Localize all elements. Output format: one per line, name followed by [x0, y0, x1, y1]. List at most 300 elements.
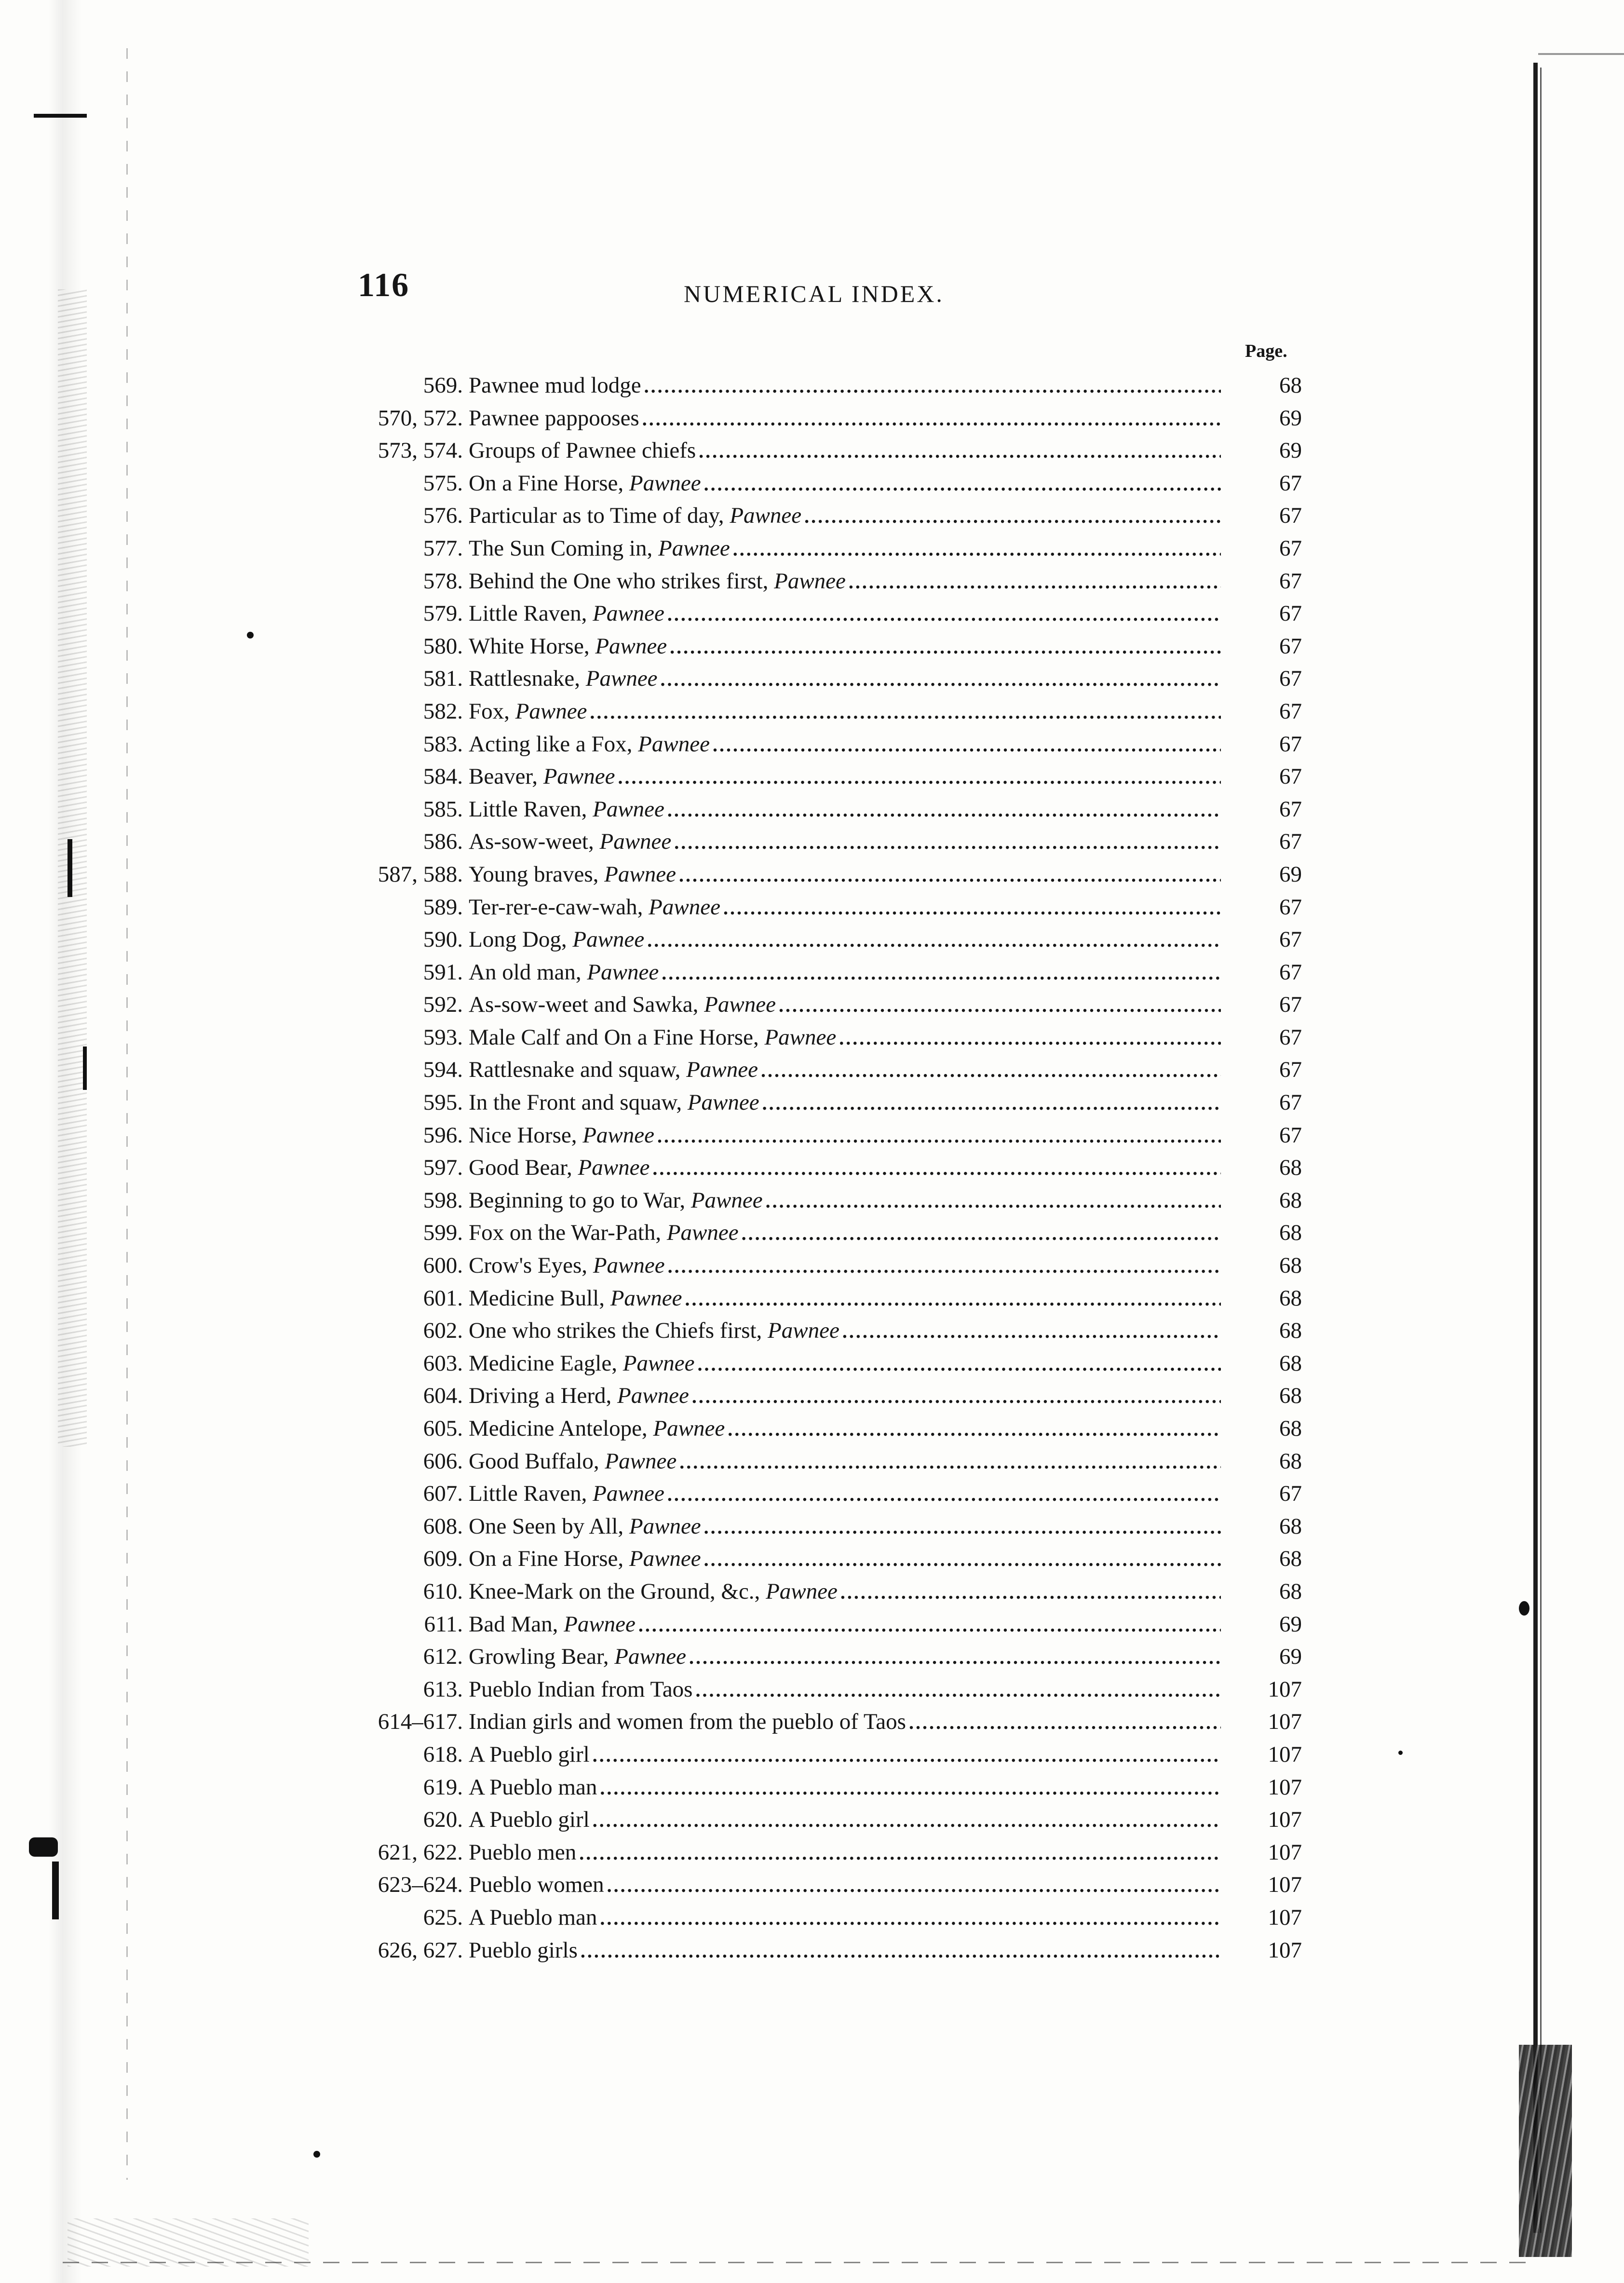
entry-page-number: 68	[1279, 1416, 1302, 1441]
entry-page-number: 107	[1268, 1839, 1302, 1865]
entry-tribe: Pawnee	[623, 1350, 695, 1376]
entry-tribe: Pawnee	[582, 1122, 654, 1148]
entry-title	[469, 569, 846, 594]
entry-page-number: 69	[1279, 438, 1302, 463]
index-entry	[0, 663, 1624, 695]
entry-title	[469, 699, 587, 724]
index-entry	[0, 1021, 1624, 1054]
numerical-index-list	[0, 369, 1624, 1967]
index-entry	[0, 1119, 1624, 1152]
entry-title	[469, 732, 710, 757]
index-entry	[0, 1641, 1624, 1673]
entry-title-text: A Pueblo girl	[469, 1807, 590, 1833]
entry-title-with-leader	[469, 1706, 1221, 1739]
entry-title	[469, 1318, 839, 1343]
entry-title-text: An old man,	[469, 959, 587, 985]
entry-number: 608.	[423, 1513, 463, 1539]
entry-title-with-leader	[469, 793, 1221, 827]
entry-page-number: 107	[1268, 1709, 1302, 1735]
entry-title	[469, 1057, 758, 1082]
index-entry	[0, 1804, 1624, 1836]
entry-title-with-leader	[469, 1673, 1221, 1707]
entry-title-with-leader	[469, 630, 1221, 664]
entry-page-number: 67	[1279, 1122, 1302, 1148]
entry-number: 600.	[423, 1253, 463, 1278]
entry-tribe: Pawnee	[629, 1546, 701, 1572]
entry-page-number: 67	[1279, 633, 1302, 659]
entry-page-number: 67	[1279, 731, 1302, 757]
entry-page-number: 67	[1279, 666, 1302, 692]
entry-number: 623–624.	[378, 1872, 463, 1898]
entry-title	[469, 1351, 695, 1376]
index-entry	[0, 1380, 1624, 1413]
entry-title-text: Good Bear,	[469, 1155, 578, 1181]
entry-title-text: Rattlesnake and squaw,	[469, 1057, 687, 1083]
scan-ink-dot	[313, 2151, 320, 2158]
entry-page-number: 67	[1279, 470, 1302, 496]
entry-title-text: Pawnee mud lodge	[469, 373, 641, 398]
entry-number: 578.	[423, 568, 463, 594]
entry-title	[469, 666, 658, 691]
entry-title-text: Rattlesnake,	[469, 666, 586, 692]
entry-title	[469, 927, 644, 952]
entry-page-number: 67	[1279, 894, 1302, 920]
entry-title	[469, 373, 641, 398]
entry-number: 573, 574.	[378, 438, 463, 463]
index-entry	[0, 532, 1624, 565]
entry-title-text: Beaver,	[469, 764, 543, 789]
entry-number: 602.	[423, 1318, 463, 1344]
index-entry	[0, 1152, 1624, 1184]
entry-title-text: Male Calf and On a Fine Horse,	[469, 1024, 765, 1050]
index-entry	[0, 1510, 1624, 1543]
entry-page-number: 69	[1279, 861, 1302, 887]
entry-title-with-leader	[469, 1576, 1221, 1609]
entry-title-with-leader	[469, 1250, 1221, 1283]
entry-title-with-leader	[469, 1347, 1221, 1381]
entry-title-with-leader	[469, 1380, 1221, 1413]
index-entry	[0, 500, 1624, 532]
index-entry	[0, 924, 1624, 956]
entry-tribe: Pawnee	[515, 698, 587, 724]
entry-number: 614–617.	[378, 1709, 463, 1735]
entry-title-with-leader	[469, 1510, 1221, 1544]
entry-number: 585.	[423, 796, 463, 822]
entry-title	[469, 406, 639, 431]
entry-page-number: 67	[1279, 1057, 1302, 1083]
entry-tribe: Pawnee	[614, 1644, 687, 1670]
entry-title-text: Medicine Antelope,	[469, 1416, 653, 1441]
page-number: 116	[358, 267, 410, 304]
entry-number: 583.	[423, 731, 463, 757]
entry-title-with-leader	[469, 858, 1221, 892]
entry-page-number: 67	[1279, 764, 1302, 789]
entry-number: 605.	[423, 1416, 463, 1441]
index-entry	[0, 891, 1624, 924]
entry-tribe: Pawnee	[653, 1416, 725, 1441]
entry-title-text: Young braves,	[469, 861, 605, 887]
entry-number: 603.	[423, 1350, 463, 1376]
entry-page-number: 69	[1279, 1611, 1302, 1637]
entry-tribe: Pawnee	[764, 1024, 837, 1050]
entry-tribe: Pawnee	[599, 829, 672, 855]
entry-number: 610.	[423, 1578, 463, 1604]
entry-number: 598.	[423, 1187, 463, 1213]
index-entry	[0, 1087, 1624, 1119]
entry-number: 584.	[423, 764, 463, 789]
entry-number: 593.	[423, 1024, 463, 1050]
index-entry	[0, 695, 1624, 728]
entry-tribe: Pawnee	[587, 959, 659, 985]
index-entry	[0, 826, 1624, 858]
entry-number: 599.	[423, 1220, 463, 1246]
entry-title	[469, 1938, 578, 1963]
entry-title-text: Beginning to go to War,	[469, 1187, 691, 1213]
entry-title-text: A Pueblo man	[469, 1904, 597, 1930]
entry-title-text: A Pueblo girl	[469, 1741, 590, 1767]
entry-title	[469, 1449, 677, 1474]
entry-title-with-leader	[469, 728, 1221, 761]
entry-title-text: In the Front and squaw,	[469, 1090, 688, 1115]
entry-number: 620.	[423, 1807, 463, 1833]
entry-tribe: Pawnee	[766, 1578, 838, 1604]
entry-title	[469, 1155, 650, 1180]
index-entry	[0, 1478, 1624, 1510]
entry-page-number: 68	[1279, 1578, 1302, 1604]
entry-page-number: 67	[1279, 959, 1302, 985]
entry-tribe: Pawnee	[638, 731, 710, 757]
index-entry	[0, 1184, 1624, 1217]
entry-tribe: Pawnee	[658, 535, 730, 561]
entry-title	[469, 1612, 636, 1637]
entry-title-with-leader	[469, 1869, 1221, 1902]
entry-tribe: Pawnee	[768, 1318, 839, 1344]
scan-left-mark	[34, 114, 87, 118]
entry-title-text: Good Buffalo,	[469, 1448, 605, 1474]
entry-title-text: Long Dog,	[469, 927, 573, 952]
entry-title	[469, 1286, 682, 1311]
entry-title-text: Driving a Herd,	[469, 1383, 618, 1409]
entry-title-with-leader	[469, 891, 1221, 924]
entry-number: 621, 622.	[378, 1839, 463, 1865]
index-entry	[0, 1706, 1624, 1739]
entry-tribe: Pawnee	[604, 861, 676, 887]
entry-title	[469, 797, 664, 822]
entry-title-text: Acting like a Fox,	[469, 731, 638, 757]
entry-title	[469, 1514, 701, 1539]
entry-title-text: White Horse,	[469, 633, 595, 659]
entry-number: 580.	[423, 633, 463, 659]
entry-page-number: 107	[1268, 1904, 1302, 1930]
entry-title	[469, 1025, 836, 1050]
page-column-label: Page.	[1245, 341, 1287, 361]
entry-title-with-leader	[469, 989, 1221, 1022]
entry-page-number: 67	[1279, 601, 1302, 626]
entry-page-number: 67	[1279, 796, 1302, 822]
entry-title-with-leader	[469, 1902, 1221, 1935]
entry-page-number: 67	[1279, 568, 1302, 594]
index-entry	[0, 1934, 1624, 1967]
entry-title-with-leader	[469, 956, 1221, 990]
entry-page-number: 69	[1279, 405, 1302, 431]
running-title: NUMERICAL INDEX.	[684, 280, 944, 307]
entry-page-number: 67	[1279, 1481, 1302, 1507]
entry-title	[469, 895, 720, 920]
entry-title-with-leader	[469, 1217, 1221, 1250]
entry-tribe: Pawnee	[774, 568, 846, 594]
entry-page-number: 68	[1279, 1350, 1302, 1376]
entry-page-number: 68	[1279, 1285, 1302, 1311]
entry-tribe: Pawnee	[690, 1187, 763, 1213]
entry-number: 607.	[423, 1481, 463, 1507]
entry-title	[469, 1383, 689, 1408]
entry-title-text: Ter-rer-e-caw-wah,	[469, 894, 649, 920]
entry-tribe: Pawnee	[593, 601, 664, 626]
entry-title-with-leader	[469, 1152, 1221, 1185]
entry-number: 601.	[423, 1285, 463, 1311]
entry-tribe: Pawnee	[595, 633, 667, 659]
entry-number: 589.	[423, 894, 463, 920]
entry-title-with-leader	[469, 402, 1221, 435]
entry-tribe: Pawnee	[704, 992, 776, 1018]
index-entry	[0, 793, 1624, 826]
entry-title	[469, 1677, 692, 1702]
entry-title-text: Nice Horse,	[469, 1122, 583, 1148]
entry-number: 596.	[423, 1122, 463, 1148]
index-entry	[0, 402, 1624, 435]
index-entry	[0, 1673, 1624, 1706]
scan-top-edge	[1538, 53, 1624, 55]
entry-title-with-leader	[469, 1804, 1221, 1837]
entry-title	[469, 1644, 686, 1669]
entry-title	[469, 1840, 576, 1865]
entry-title-text: Medicine Bull,	[469, 1285, 610, 1311]
scan-bottom-speckle	[68, 2218, 309, 2267]
entry-title	[469, 764, 615, 789]
entry-number: 612.	[423, 1644, 463, 1670]
entry-title-with-leader	[469, 598, 1221, 631]
index-entry	[0, 728, 1624, 761]
entry-tribe: Pawnee	[686, 1057, 758, 1083]
entry-title-text: Pawnee pappooses	[469, 405, 639, 431]
entry-tribe: Pawnee	[605, 1448, 677, 1474]
entry-page-number: 68	[1279, 1448, 1302, 1474]
entry-page-number: 68	[1279, 1383, 1302, 1409]
entry-page-number: 107	[1268, 1937, 1302, 1963]
entry-number: 575.	[423, 470, 463, 496]
index-entry	[0, 1902, 1624, 1934]
entry-title-with-leader	[469, 695, 1221, 729]
entry-title-text: The Sun Coming in,	[469, 535, 658, 561]
entry-page-number: 107	[1268, 1741, 1302, 1767]
entry-tribe: Pawnee	[593, 1481, 664, 1507]
entry-title	[469, 1579, 838, 1604]
entry-title-with-leader	[469, 1543, 1221, 1576]
index-entry	[0, 1054, 1624, 1087]
entry-page-number: 67	[1279, 698, 1302, 724]
entry-title-text: Indian girls and women from the pueblo of Taos	[469, 1709, 906, 1735]
index-entry	[0, 1869, 1624, 1902]
entry-page-number: 68	[1279, 1253, 1302, 1278]
entry-tribe: Pawnee	[629, 470, 701, 496]
entry-tribe: Pawnee	[666, 1220, 739, 1246]
entry-title-text: A Pueblo man	[469, 1774, 597, 1800]
entry-title-with-leader	[469, 1608, 1221, 1642]
entry-title-with-leader	[469, 1934, 1221, 1968]
entry-title	[469, 960, 659, 985]
entry-title	[469, 503, 801, 528]
entry-number: 587, 588.	[378, 861, 463, 887]
entry-title-with-leader	[469, 663, 1221, 696]
entry-tribe: Pawnee	[593, 1253, 665, 1278]
entry-tribe: Pawnee	[610, 1285, 682, 1311]
entry-title-text: Pueblo girls	[469, 1937, 578, 1963]
index-entry	[0, 1576, 1624, 1608]
entry-page-number: 68	[1279, 373, 1302, 398]
entry-page-number: 68	[1279, 1187, 1302, 1213]
entry-title-text: Little Raven,	[469, 796, 593, 822]
entry-page-number: 68	[1279, 1318, 1302, 1344]
entry-title-text: As-sow-weet and Sawka,	[469, 992, 704, 1018]
entry-number: 586.	[423, 829, 463, 855]
entry-tribe: Pawnee	[564, 1611, 636, 1637]
entry-number: 590.	[423, 927, 463, 952]
entry-title-with-leader	[469, 761, 1221, 794]
index-entry	[0, 1217, 1624, 1250]
entry-number: 579.	[423, 601, 463, 626]
index-entry	[0, 435, 1624, 467]
index-entry	[0, 1413, 1624, 1445]
entry-title-text: Fox on the War-Path,	[469, 1220, 667, 1246]
entry-number: 606.	[423, 1448, 463, 1474]
entry-title-with-leader	[469, 1184, 1221, 1218]
entry-tribe: Pawnee	[730, 503, 802, 529]
index-entry	[0, 1608, 1624, 1641]
entry-title-text: On a Fine Horse,	[469, 470, 629, 496]
entry-page-number: 67	[1279, 927, 1302, 952]
entry-title-text: One who strikes the Chiefs first,	[469, 1318, 768, 1344]
entry-title	[469, 1775, 597, 1800]
entry-number: 597.	[423, 1155, 463, 1181]
entry-tribe: Pawnee	[687, 1090, 759, 1115]
entry-page-number: 107	[1268, 1676, 1302, 1702]
entry-title-with-leader	[469, 1021, 1221, 1055]
entry-title	[469, 1188, 763, 1213]
entry-title-text: One Seen by All,	[469, 1513, 629, 1539]
entry-title	[469, 1416, 725, 1441]
entry-title	[469, 1481, 664, 1506]
entry-title-text: Behind the One who strikes first,	[469, 568, 774, 594]
index-entry	[0, 858, 1624, 891]
index-entry	[0, 369, 1624, 402]
entry-page-number: 67	[1279, 1024, 1302, 1050]
entry-title-text: Particular as to Time of day,	[469, 503, 730, 529]
entry-tribe: Pawnee	[585, 666, 658, 692]
entry-title-text: As-sow-weet,	[469, 829, 600, 855]
entry-title-with-leader	[469, 1739, 1221, 1772]
entry-title-with-leader	[469, 1087, 1221, 1120]
entry-title	[469, 438, 696, 463]
entry-title-with-leader	[469, 1315, 1221, 1348]
index-entry	[0, 565, 1624, 598]
entry-title-text: Fox,	[469, 698, 515, 724]
entry-title-with-leader	[469, 1282, 1221, 1316]
entry-number: 591.	[423, 959, 463, 985]
entry-title	[469, 634, 667, 659]
entry-page-number: 67	[1279, 1090, 1302, 1115]
entry-page-number: 67	[1279, 829, 1302, 855]
entry-title-text: Pueblo men	[469, 1839, 577, 1865]
entry-title-with-leader	[469, 1054, 1221, 1087]
index-entry	[0, 1250, 1624, 1282]
entry-title-text: Pueblo women	[469, 1872, 604, 1898]
entry-title-with-leader	[469, 1445, 1221, 1479]
entry-title	[469, 1807, 590, 1832]
entry-title	[469, 862, 676, 887]
entry-number: 619.	[423, 1774, 463, 1800]
entry-title-with-leader	[469, 1836, 1221, 1870]
index-entry	[0, 1771, 1624, 1804]
index-entry	[0, 1282, 1624, 1315]
entry-title-with-leader	[469, 532, 1221, 566]
scan-right-ink-blot	[1519, 2045, 1572, 2257]
entry-title-with-leader	[469, 1119, 1221, 1153]
entry-number: 569.	[423, 373, 463, 398]
entry-title-with-leader	[469, 1413, 1221, 1446]
index-entry	[0, 630, 1624, 663]
entry-title	[469, 471, 701, 496]
entry-page-number: 67	[1279, 992, 1302, 1018]
entry-number: 576.	[423, 503, 463, 529]
entry-number: 625.	[423, 1904, 463, 1930]
entry-number: 595.	[423, 1090, 463, 1115]
entry-number: 592.	[423, 992, 463, 1018]
entry-tribe: Pawnee	[572, 927, 645, 952]
entry-page-number: 68	[1279, 1155, 1302, 1181]
entry-number: 577.	[423, 535, 463, 561]
entry-title	[469, 1872, 604, 1897]
entry-title-with-leader	[469, 369, 1221, 403]
entry-title-text: Knee-Mark on the Ground, &c.,	[469, 1578, 766, 1604]
index-entry	[0, 1347, 1624, 1380]
index-entry	[0, 1836, 1624, 1869]
entry-tribe: Pawnee	[593, 796, 664, 822]
index-entry	[0, 1445, 1624, 1478]
entry-title-with-leader	[469, 924, 1221, 957]
entry-title-with-leader	[469, 467, 1221, 501]
entry-tribe: Pawnee	[578, 1155, 650, 1181]
entry-title	[469, 1709, 906, 1734]
entry-page-number: 68	[1279, 1513, 1302, 1539]
entry-tribe: Pawnee	[617, 1383, 689, 1409]
entry-title	[469, 992, 776, 1017]
entry-number: 570, 572.	[378, 405, 463, 431]
entry-number: 594.	[423, 1057, 463, 1083]
index-entry	[0, 1315, 1624, 1347]
entry-title-text: Growling Bear,	[469, 1644, 615, 1670]
entry-number: 611.	[424, 1611, 463, 1637]
index-entry	[0, 1543, 1624, 1576]
entry-title-text: Little Raven,	[469, 601, 593, 626]
entry-number: 613.	[423, 1676, 463, 1702]
entry-tribe: Pawnee	[649, 894, 720, 920]
entry-title-with-leader	[469, 435, 1221, 468]
entry-title	[469, 1090, 759, 1115]
entry-page-number: 107	[1268, 1774, 1302, 1800]
entry-number: 618.	[423, 1741, 463, 1767]
entry-number: 581.	[423, 666, 463, 692]
index-entry	[0, 598, 1624, 630]
